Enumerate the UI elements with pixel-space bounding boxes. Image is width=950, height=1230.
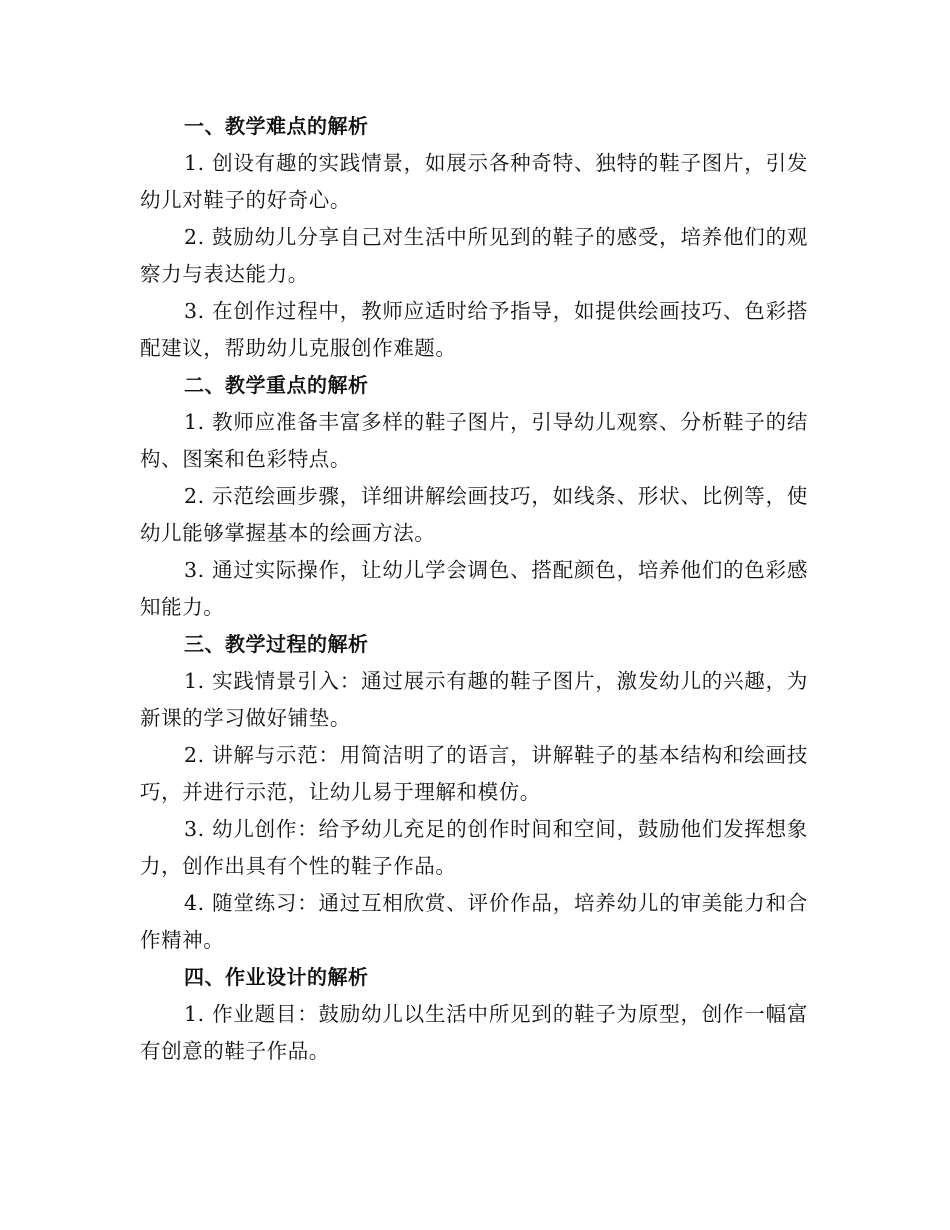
section-heading: 一、教学难点的解析	[184, 114, 369, 138]
list-item: 2. 示范绘画步骤，详细讲解绘画技巧，如线条、形状、比例等，使幼儿能够掌握基本的绘画方法。	[140, 484, 808, 545]
list-item: 3. 幼儿创作：给予幼儿充足的创作时间和空间，鼓励他们发挥想象力，创作出具有个性的鞋子作品。	[140, 817, 808, 878]
section-heading: 三、教学过程的解析	[184, 632, 369, 656]
list-item: 1. 作业题目：鼓励幼儿以生活中所见到的鞋子为原型，创作一幅富有创意的鞋子作品。	[140, 1002, 808, 1063]
list-item: 4. 随堂练习：通过互相欣赏、评价作品，培养幼儿的审美能力和合作精神。	[140, 891, 808, 952]
section-heading: 四、作业设计的解析	[184, 965, 369, 989]
list-item: 1. 实践情景引入：通过展示有趣的鞋子图片，激发幼儿的兴趣，为新课的学习做好铺垫。	[140, 669, 808, 730]
document-body	[140, 108, 808, 1070]
list-item: 3. 通过实际操作，让幼儿学会调色、搭配颜色，培养他们的色彩感知能力。	[140, 558, 808, 619]
list-item: 2. 讲解与示范：用简洁明了的语言，讲解鞋子的基本结构和绘画技巧，并进行示范，让幼儿易于理解和模仿。	[140, 743, 808, 804]
list-item: 1. 创设有趣的实践情景，如展示各种奇特、独特的鞋子图片，引发幼儿对鞋子的好奇心。	[140, 151, 808, 212]
list-item: 3. 在创作过程中，教师应适时给予指导，如提供绘画技巧、色彩搭配建议，帮助幼儿克服创作难题。	[140, 299, 808, 360]
list-item: 2. 鼓励幼儿分享自己对生活中所见到的鞋子的感受，培养他们的观察力与表达能力。	[140, 225, 808, 286]
list-item: 1. 教师应准备丰富多样的鞋子图片，引导幼儿观察、分析鞋子的结构、图案和色彩特点。	[140, 410, 808, 471]
section-heading: 二、教学重点的解析	[184, 373, 369, 397]
